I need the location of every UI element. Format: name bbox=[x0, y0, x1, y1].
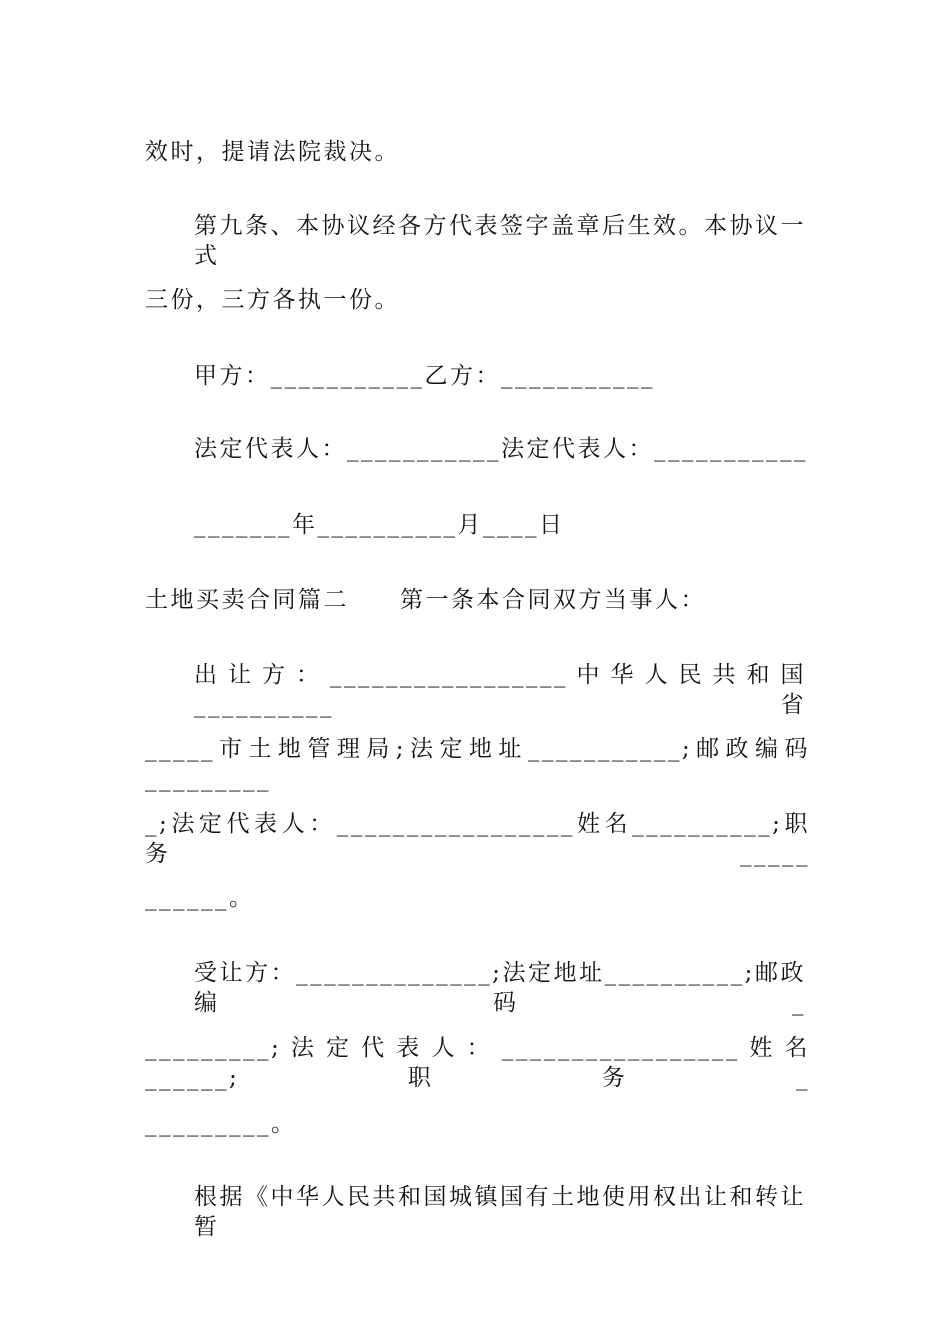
signature-line-parties: 甲方：___________乙方：___________ bbox=[194, 363, 655, 389]
paragraph-line-1: 效时，提请法院裁决。 bbox=[145, 139, 400, 165]
date-line: _______年__________月____日 bbox=[194, 512, 565, 538]
transferee-line-1: 受让方：______________;法定地址__________;邮政编码_ bbox=[194, 960, 806, 1016]
transferor-line-4: ______。 bbox=[145, 885, 255, 911]
transferor-line-2: _____市土地管理局;法定地址___________;邮政编码_________ bbox=[145, 736, 810, 792]
signature-line-representatives: 法定代表人：___________法定代表人：___________ bbox=[194, 436, 808, 462]
paragraph-line-3: 三份，三方各执一份。 bbox=[145, 287, 400, 313]
transferor-line-1: 出让方：_________________中华人民共和国__________省 bbox=[194, 662, 806, 718]
section-heading: 土地买卖合同篇二 第一条本合同双方当事人： bbox=[145, 587, 706, 613]
transferee-line-3: _________。 bbox=[145, 1111, 297, 1137]
transferor-line-3: _;法定代表人：_________________姓名__________;职务_____ bbox=[145, 811, 810, 867]
paragraph-line-last: 根据《中华人民共和国城镇国有土地使用权出让和转让暂 bbox=[194, 1184, 806, 1240]
transferee-line-2: _________;法定代表人：_________________姓名______;职务_ bbox=[145, 1035, 810, 1091]
paragraph-line-2: 第九条、本协议经各方代表签字盖章后生效。本协议一式 bbox=[194, 213, 806, 269]
